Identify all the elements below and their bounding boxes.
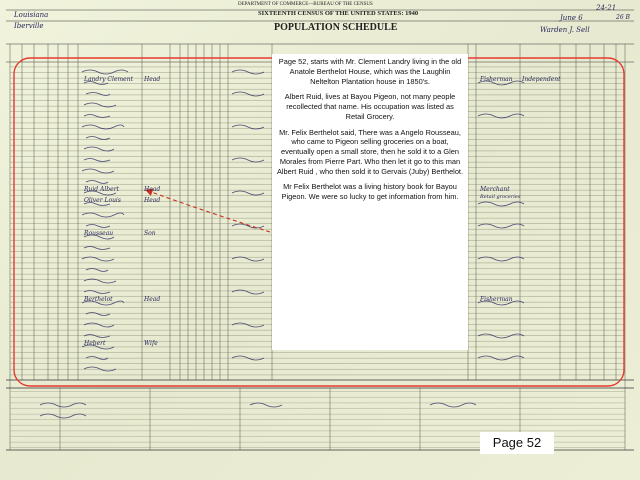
state-value: Louisiana (14, 11, 49, 19)
row-name: Oliver Louis (84, 197, 121, 204)
row-name: Hebert (84, 340, 106, 347)
row-relation: Wife (144, 340, 158, 347)
occupation-entry: Merchant (480, 186, 510, 193)
occupation-entry: Fisherman (480, 76, 513, 83)
annotation-note (272, 54, 468, 350)
occupation-entry: Independent (522, 76, 561, 83)
row-relation: Son (144, 230, 156, 237)
row-name: Berthelot (84, 296, 113, 303)
date-value: June 6 (560, 14, 583, 22)
row-name: Ruid Albert (84, 186, 119, 193)
district-value: 24-21 (596, 4, 617, 12)
row-relation: Head (144, 186, 161, 193)
census-agency: DEPARTMENT OF COMMERCE—BUREAU OF THE CENSUS (238, 2, 373, 7)
note-paragraph: Mr. Felix Berthelot said, There was a Angelo Rousseau, who came to Pigeon selling groceries on a boat, eventually open a small store, then he sold it to a Glen Morales from Pierre Part. Who then let it go to this man Albert Ruid , who then sold it to Gervais (Juby) Berthelot. (276, 127, 464, 176)
occupation-entry: Fisherman (480, 296, 513, 303)
note-paragraph: Mr Felix Berthelot was a living history book for Bayou Pigeon. We were so lucky to get information from him. (281, 182, 459, 202)
row-name: Rousseau (84, 230, 114, 237)
note-paragraph: Page 52, starts with Mr. Clement Landry living in the old Anatole Berthelot House, which was the Laughlin Neltelton Plantation house in 1850's. (278, 57, 462, 86)
schedule-title: POPULATION SCHEDULE (274, 22, 398, 33)
row-relation: Head (144, 296, 161, 303)
occupation-entry: Retail groceries (480, 194, 521, 200)
row-relation: Head (144, 197, 161, 204)
sheet-value: 26 B (616, 14, 630, 21)
parish-value: Iberville (14, 22, 44, 30)
row-name: Landry Clement (84, 76, 134, 83)
note-paragraph: Albert Ruid, lives at Bayou Pigeon, not many people recollected that name. His occupation was listed as Retail Grocery. (284, 92, 456, 121)
page-label: Page 52 (480, 432, 554, 454)
census-title: SIXTEENTH CENSUS OF THE UNITED STATES: 1940 (258, 10, 419, 17)
row-relation: Head (144, 76, 161, 83)
enumerator-value: Warden J. Sell (540, 26, 590, 34)
